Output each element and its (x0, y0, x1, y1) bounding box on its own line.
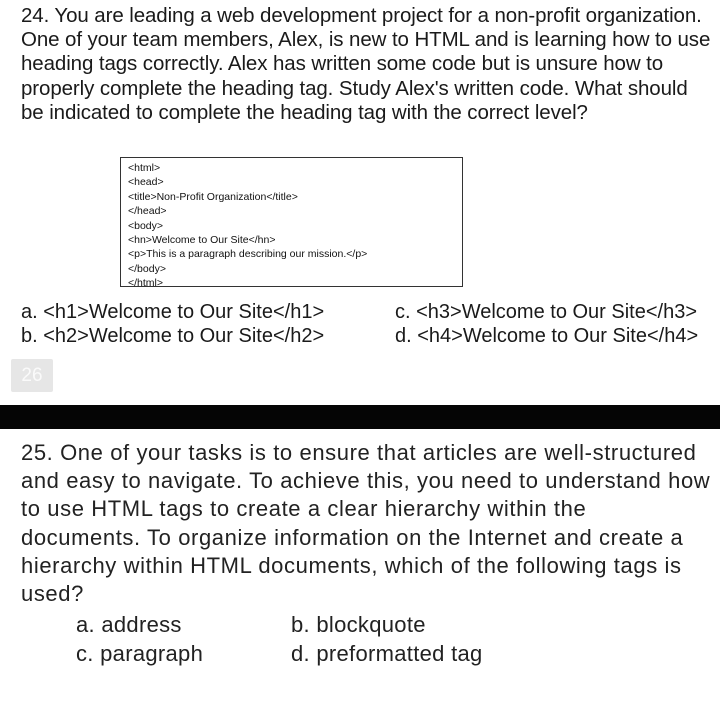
code-line: <hn>Welcome to Our Site</hn> (128, 234, 276, 247)
q24-option-b: b. <h2>Welcome to Our Site</h2> (21, 325, 325, 347)
question-24-text: 24. You are leading a web development project for a non-profit organization. One of your team members, Alex, is new to HTML and is learning how to use heading tags correctly. Alex has written some code but is unsure how to properly complete the heading tag. Study Alex's written code. What should be indicated to complete the heading tag with the correct level? (21, 4, 711, 124)
code-line: </html> (128, 277, 164, 290)
question-25-text: 25. One of your tasks is to ensure that articles are well-structured and easy to navigate. To achieve this, you need to understand how to use HTML tags to create a clear hierarchy within the documents. To organize information on the Internet and create a hierarchy within HTML documents, which of the following tags is used? (21, 440, 711, 607)
code-line: <body> (128, 219, 164, 232)
code-line: <html> (128, 162, 161, 174)
q24-option-d: d. <h4>Welcome to Our Site</h4> (395, 325, 699, 347)
page-number-badge: 26 (11, 359, 53, 392)
page-divider-bar (0, 405, 720, 429)
code-line: <p>This is a paragraph describing our mission.</p> (128, 248, 368, 261)
q25-option-c: c. paragraph (76, 641, 204, 666)
code-line: </body> (128, 262, 166, 275)
code-line: <head> (128, 176, 164, 189)
q25-option-d: d. preformatted tag (291, 641, 483, 666)
q25-option-b: b. blockquote (291, 612, 426, 637)
q24-option-c: c. <h3>Welcome to Our Site</h3> (395, 301, 698, 323)
code-line: <title>Non-Profit Organization</title> (128, 190, 298, 203)
q25-option-a: a. address (76, 612, 182, 637)
code-snippet-box (120, 157, 463, 290)
q24-option-a: a. <h1>Welcome to Our Site</h1> (21, 301, 325, 323)
code-line: </head> (128, 205, 167, 218)
